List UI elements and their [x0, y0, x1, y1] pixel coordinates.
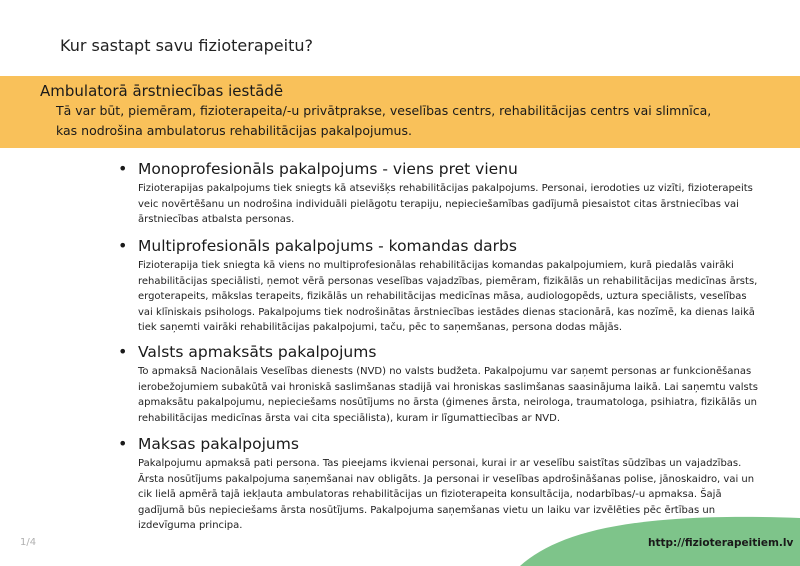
- banner-text-line: kas nodrošina ambulatorus rehabilitācijas pakalpojumus.: [56, 123, 412, 138]
- website-link[interactable]: http://fizioterapeitiem.lv: [648, 537, 794, 549]
- section-title: Maksas pakalpojums: [138, 435, 299, 453]
- info-banner: [0, 76, 800, 148]
- page-title: Kur sastapt savu fizioterapeitu?: [60, 36, 313, 55]
- bullet: •: [118, 159, 128, 178]
- section-body: Fizioterapijas pakalpojums tiek sniegts kā atsevišķs rehabilitācijas pakalpojums. Personai, ierodoties uz vizīti, fizioterapeits veic novērtēšanu un nodrošina individuāli pielāgotu terapiju, nepieciešamības gadījumā piesaistot citas ārstniecības vai ārstniecības atbalsta personas.: [138, 183, 753, 225]
- section-state-funded: [118, 341, 758, 426]
- section-monoprofessional: [118, 158, 758, 228]
- bullet: •: [118, 342, 128, 361]
- section-body: To apmaksā Nacionālais Veselības dienests (NVD) no valsts budžeta. Pakalpojumu var saņemt personas ar funkcionēšanas ierobežojumiem subakūtā vai hroniskā saslimšanas stadijā vai hroniskas saslimšanas saasinājuma laikā. Lai saņemtu valsts apmaksātu pakalpojumu, nepieciešams nosūtījums no ārsta (ģimenes ārsta, neirologa, traumatologa, psihiatra, fizikālās un rehabilitācijas medicīnas ārsta vai cita speciālista), kuram ir līgumattiecības ar NVD.: [138, 366, 758, 424]
- section-title: Multiprofesionāls pakalpojums - komandas darbs: [138, 237, 517, 255]
- banner-title: Ambulatorā ārstniecības iestādē: [40, 82, 284, 100]
- section-body: Pakalpojumu apmaksā pati persona. Tas pieejams ikvienai personai, kurai ir ar veselību saistītas sūdzības un vajadzības. Ārsta nosūtījums pakalpojuma saņemšanai nav obligāts. Ja personai ir veselības apdrošināšanas polise, jānoskaidro, vai un cik lielā apmērā tajā iekļauta ambulatoras rehabilitācijas un fizioterapeita konsultācija, nodarbības/-u apmaksa. Šajā gadījumā būs nepieciešams ārsta nosūtījums. Pakalpojuma saņemšanas vietu un laiku var izvēlēties pēc ērtības un izdevīguma principa.: [138, 458, 755, 531]
- section-title: Valsts apmaksāts pakalpojums: [138, 343, 377, 361]
- section-body: Fizioterapija tiek sniegta kā viens no multiprofesionālas rehabilitācijas komandas pakalpojumiem, kurā piedalās vairāki rehabilitācijas speciālisti, ņemot vērā personas veselības vajadzības, piemēram, fizikālās un rehabilitācijas medicīnas ārsts, ergoterapeits, mākslas terapeits, fizikālās un rehabilitācijas medicīnas māsa, audiologopēds, uztura speciālists, veselības vai klīniskais psihologs. Pakalpojums tiek nodrošinātas ārstniecības iestādes dienas stacionārā, kas nozīmē, ka dienas laikā tiek saņemti vairāki rehabilitācijas pakalpojumi, taču, pēc to saņemšanas, persona dodas mājās.: [138, 260, 758, 333]
- section-multiprofessional: [118, 235, 758, 336]
- bullet: •: [118, 434, 128, 453]
- banner-text-line: Tā var būt, piemēram, fizioterapeita/-u privātprakse, veselības centrs, rehabilitācijas centrs vai slimnīca,: [56, 103, 712, 118]
- bullet: •: [118, 236, 128, 255]
- banner-text: [56, 101, 776, 141]
- page-number: 1/4: [20, 537, 37, 548]
- section-title: Monoprofesionāls pakalpojums - viens pret vienu: [138, 160, 518, 178]
